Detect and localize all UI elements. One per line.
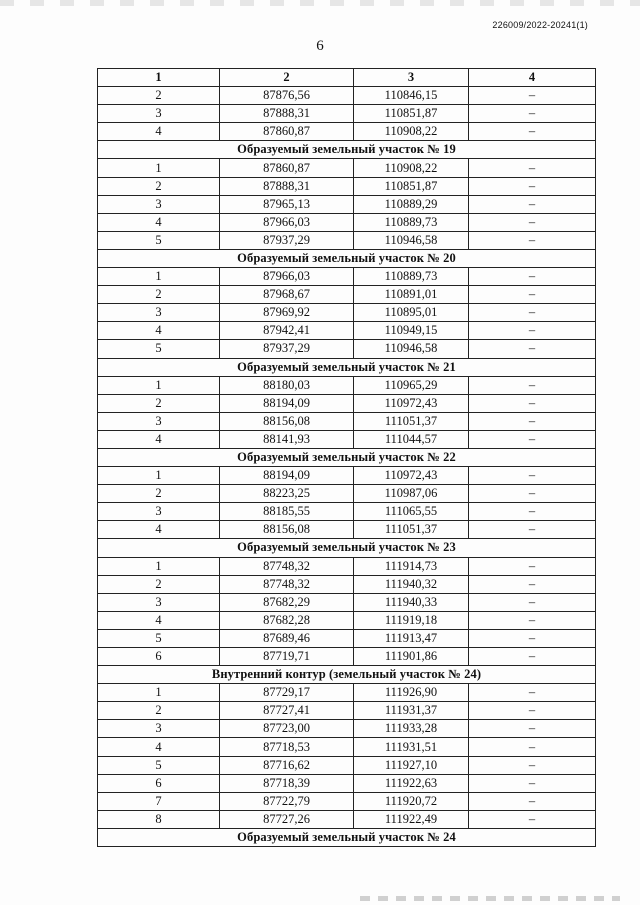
table-row [98,648,596,666]
x-coordinate-cell: 87968,67 [220,286,354,304]
y-coordinate-cell: 110851,87 [354,105,469,123]
point-number-cell: 4 [98,738,220,756]
section-title: Образуемый земельный участок № 21 [98,358,596,376]
x-coordinate-cell: 87718,39 [220,774,354,792]
section-header-row [98,141,596,159]
x-coordinate-cell: 88156,08 [220,521,354,539]
y-coordinate-cell: 111065,55 [354,503,469,521]
y-coordinate-cell: 110889,73 [354,213,469,231]
x-coordinate-cell: 87942,41 [220,322,354,340]
table-row [98,430,596,448]
point-number-cell: 5 [98,231,220,249]
point-number-cell: 1 [98,684,220,702]
table-row [98,195,596,213]
document-id: 226009/2022-20241(1) [492,20,588,30]
x-coordinate-cell: 87888,31 [220,177,354,195]
point-number-cell: 5 [98,629,220,647]
y-coordinate-cell: 110851,87 [354,177,469,195]
y-coordinate-cell: 111901,86 [354,648,469,666]
y-coordinate-cell: 110908,22 [354,123,469,141]
point-number-cell: 7 [98,792,220,810]
point-number-cell: 3 [98,593,220,611]
section-header-row [98,539,596,557]
section-title: Образуемый земельный участок № 20 [98,249,596,267]
point-number-cell: 1 [98,159,220,177]
table-row [98,376,596,394]
point-number-cell: 2 [98,87,220,105]
x-coordinate-cell: 87966,03 [220,213,354,231]
y-coordinate-cell: 110987,06 [354,485,469,503]
note-cell: – [469,702,596,720]
column-header-note: 4 [469,69,596,87]
note-cell: – [469,503,596,521]
x-coordinate-cell: 88223,25 [220,485,354,503]
note-cell: – [469,593,596,611]
x-coordinate-cell: 88180,03 [220,376,354,394]
note-cell: – [469,684,596,702]
x-coordinate-cell: 87937,29 [220,231,354,249]
y-coordinate-cell: 110895,01 [354,304,469,322]
table-row [98,611,596,629]
y-coordinate-cell: 111940,33 [354,593,469,611]
x-coordinate-cell: 87729,17 [220,684,354,702]
point-number-cell: 4 [98,521,220,539]
point-number-cell: 3 [98,105,220,123]
note-cell: – [469,485,596,503]
y-coordinate-cell: 111051,37 [354,521,469,539]
x-coordinate-cell: 87722,79 [220,792,354,810]
table-row [98,177,596,195]
x-coordinate-cell: 87969,92 [220,304,354,322]
table-header-row [98,69,596,87]
y-coordinate-cell: 111931,37 [354,702,469,720]
y-coordinate-cell: 111919,18 [354,611,469,629]
note-cell: – [469,195,596,213]
x-coordinate-cell: 87937,29 [220,340,354,358]
y-coordinate-cell: 111913,47 [354,629,469,647]
x-coordinate-cell: 87965,13 [220,195,354,213]
note-cell: – [469,611,596,629]
note-cell: – [469,231,596,249]
table-row [98,322,596,340]
section-title: Образуемый земельный участок № 19 [98,141,596,159]
note-cell: – [469,322,596,340]
table-row [98,213,596,231]
x-coordinate-cell: 88156,08 [220,412,354,430]
x-coordinate-cell: 88194,09 [220,467,354,485]
point-number-cell: 3 [98,195,220,213]
table-row [98,557,596,575]
note-cell: – [469,575,596,593]
table-row [98,412,596,430]
table-row [98,467,596,485]
point-number-cell: 6 [98,648,220,666]
section-header-row [98,666,596,684]
point-number-cell: 2 [98,575,220,593]
x-coordinate-cell: 88141,93 [220,430,354,448]
y-coordinate-cell: 110972,43 [354,394,469,412]
note-cell: – [469,87,596,105]
x-coordinate-cell: 87719,71 [220,648,354,666]
point-number-cell: 4 [98,322,220,340]
section-header-row [98,249,596,267]
note-cell: – [469,213,596,231]
note-cell: – [469,774,596,792]
table-row [98,286,596,304]
x-coordinate-cell: 87716,62 [220,756,354,774]
point-number-cell: 3 [98,304,220,322]
column-header-y: 3 [354,69,469,87]
note-cell: – [469,412,596,430]
table-row [98,521,596,539]
y-coordinate-cell: 111922,49 [354,810,469,828]
point-number-cell: 5 [98,756,220,774]
x-coordinate-cell: 87876,56 [220,87,354,105]
table-row [98,87,596,105]
x-coordinate-cell: 88185,55 [220,503,354,521]
table-body [98,87,596,847]
note-cell: – [469,738,596,756]
table-row [98,702,596,720]
page-number: 6 [316,38,324,54]
x-coordinate-cell: 87860,87 [220,123,354,141]
table-row [98,485,596,503]
section-title: Внутренний контур (земельный участок № 24) [98,666,596,684]
x-coordinate-cell: 87748,32 [220,575,354,593]
note-cell: – [469,810,596,828]
note-cell: – [469,792,596,810]
table-row [98,159,596,177]
y-coordinate-cell: 111051,37 [354,412,469,430]
note-cell: – [469,648,596,666]
x-coordinate-cell: 87727,26 [220,810,354,828]
column-header-number: 1 [98,69,220,87]
point-number-cell: 6 [98,774,220,792]
scan-bottom-edge [360,896,620,901]
table-row [98,304,596,322]
note-cell: – [469,304,596,322]
note-cell: – [469,105,596,123]
y-coordinate-cell: 111931,51 [354,738,469,756]
note-cell: – [469,177,596,195]
point-number-cell: 2 [98,177,220,195]
y-coordinate-cell: 110965,29 [354,376,469,394]
note-cell: – [469,394,596,412]
x-coordinate-cell: 87727,41 [220,702,354,720]
section-header-row [98,448,596,466]
table-row [98,575,596,593]
point-number-cell: 1 [98,467,220,485]
point-number-cell: 4 [98,611,220,629]
section-header-row [98,358,596,376]
note-cell: – [469,467,596,485]
y-coordinate-cell: 110846,15 [354,87,469,105]
table-row [98,340,596,358]
y-coordinate-cell: 110889,29 [354,195,469,213]
point-number-cell: 1 [98,376,220,394]
x-coordinate-cell: 87723,00 [220,720,354,738]
x-coordinate-cell: 87689,46 [220,629,354,647]
x-coordinate-cell: 87682,29 [220,593,354,611]
x-coordinate-cell: 87860,87 [220,159,354,177]
point-number-cell: 2 [98,394,220,412]
point-number-cell: 2 [98,702,220,720]
note-cell: – [469,629,596,647]
y-coordinate-cell: 110949,15 [354,322,469,340]
x-coordinate-cell: 88194,09 [220,394,354,412]
note-cell: – [469,720,596,738]
table-row [98,738,596,756]
point-number-cell: 4 [98,430,220,448]
table-row [98,394,596,412]
y-coordinate-cell: 111926,90 [354,684,469,702]
point-number-cell: 5 [98,340,220,358]
table-row [98,593,596,611]
point-number-cell: 4 [98,213,220,231]
note-cell: – [469,159,596,177]
point-number-cell: 1 [98,557,220,575]
x-coordinate-cell: 87966,03 [220,268,354,286]
y-coordinate-cell: 111914,73 [354,557,469,575]
y-coordinate-cell: 110946,58 [354,231,469,249]
x-coordinate-cell: 87888,31 [220,105,354,123]
y-coordinate-cell: 111922,63 [354,774,469,792]
point-number-cell: 3 [98,503,220,521]
point-number-cell: 8 [98,810,220,828]
y-coordinate-cell: 111044,57 [354,430,469,448]
point-number-cell: 2 [98,286,220,304]
x-coordinate-cell: 87748,32 [220,557,354,575]
table-row [98,105,596,123]
point-number-cell: 1 [98,268,220,286]
y-coordinate-cell: 110908,22 [354,159,469,177]
y-coordinate-cell: 110889,73 [354,268,469,286]
note-cell: – [469,376,596,394]
point-number-cell: 4 [98,123,220,141]
y-coordinate-cell: 110891,01 [354,286,469,304]
note-cell: – [469,430,596,448]
note-cell: – [469,340,596,358]
column-header-x: 2 [220,69,354,87]
x-coordinate-cell: 87718,53 [220,738,354,756]
note-cell: – [469,123,596,141]
y-coordinate-cell: 110972,43 [354,467,469,485]
section-title: Образуемый земельный участок № 23 [98,539,596,557]
y-coordinate-cell: 111933,28 [354,720,469,738]
table-row [98,792,596,810]
scan-top-edge [0,0,640,6]
note-cell: – [469,268,596,286]
section-title: Образуемый земельный участок № 22 [98,448,596,466]
note-cell: – [469,521,596,539]
table-row [98,268,596,286]
y-coordinate-cell: 111927,10 [354,756,469,774]
table-row [98,231,596,249]
table-row [98,756,596,774]
table-row [98,684,596,702]
y-coordinate-cell: 111920,72 [354,792,469,810]
section-title: Образуемый земельный участок № 24 [98,828,596,846]
y-coordinate-cell: 111940,32 [354,575,469,593]
table-row [98,774,596,792]
section-header-row [98,828,596,846]
table-row [98,503,596,521]
note-cell: – [469,557,596,575]
table-row [98,810,596,828]
table-row [98,123,596,141]
note-cell: – [469,286,596,304]
point-number-cell: 3 [98,720,220,738]
table-row [98,720,596,738]
table-row [98,629,596,647]
note-cell: – [469,756,596,774]
coordinates-table [97,68,596,847]
y-coordinate-cell: 110946,58 [354,340,469,358]
x-coordinate-cell: 87682,28 [220,611,354,629]
point-number-cell: 2 [98,485,220,503]
point-number-cell: 3 [98,412,220,430]
